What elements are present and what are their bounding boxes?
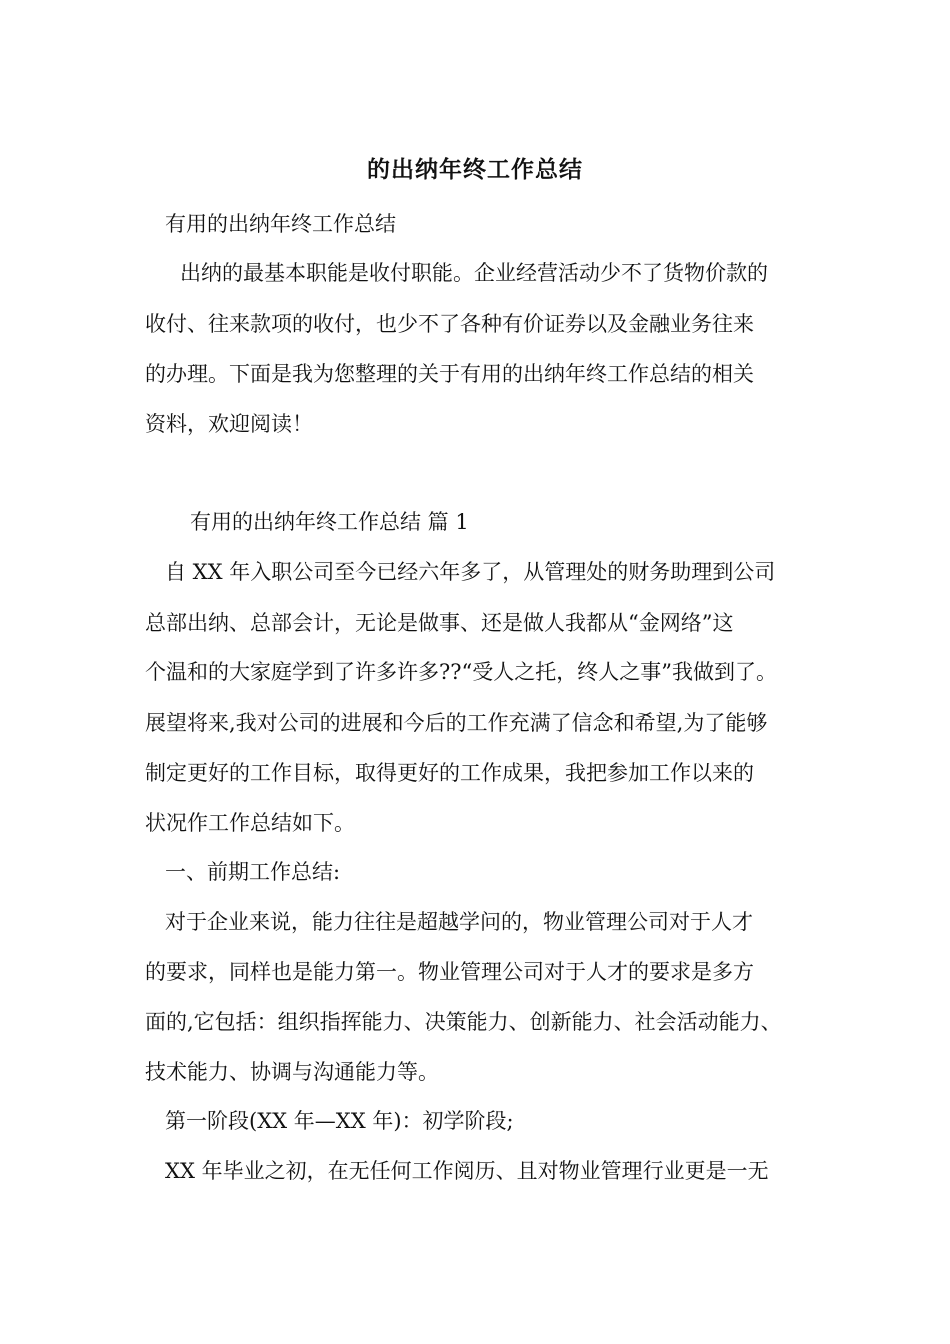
intro-line-3: 的办理。下面是我为您整理的关于有用的出纳年终工作总结的相关	[145, 362, 754, 386]
stage-heading: 第一阶段(XX 年—XX 年)：初学阶段;	[165, 1109, 514, 1133]
body-line-11: XX 年毕业之初，在无任何工作阅历、且对物业管理行业更是一无	[165, 1159, 769, 1183]
section-heading: 有用的出纳年终工作总结 篇 1	[190, 510, 469, 534]
body-line-5: 制定更好的工作目标，取得更好的工作成果，我把参加工作以来的	[145, 761, 754, 785]
subtitle-line: 有用的出纳年终工作总结	[165, 212, 396, 236]
body-line-3: 个温和的大家庭学到了许多许多??“受人之托，终人之事”我做到了。	[145, 660, 777, 684]
subheading-1: 一、前期工作总结:	[165, 860, 341, 884]
body-line-2: 总部出纳、总部会计，无论是做事、还是做人我都从“金网络”这	[145, 611, 734, 635]
body-line-9: 面的,它包括：组织指挥能力、决策能力、创新能力、社会活动能力、	[145, 1010, 782, 1034]
body-line-4: 展望将来,我对公司的进展和今后的工作充满了信念和希望,为了能够	[145, 711, 768, 735]
intro-line-2: 收付、往来款项的收付，也少不了各种有价证券以及金融业务往来	[145, 312, 754, 336]
body-line-8: 的要求，同样也是能力第一。物业管理公司对于人才的要求是多方	[145, 960, 754, 984]
intro-line-1: 出纳的最基本职能是收付职能。企业经营活动少不了货物价款的	[180, 261, 768, 285]
intro-line-4: 资料，欢迎阅读！	[145, 412, 313, 436]
body-line-1: 自 XX 年入职公司至今已经六年多了，从管理处的财务助理到公司	[165, 560, 776, 584]
body-line-10: 技术能力、协调与沟通能力等。	[145, 1060, 439, 1084]
body-line-6: 状况作工作总结如下。	[145, 811, 355, 835]
body-line-7: 对于企业来说，能力往往是超越学问的，物业管理公司对于人才	[165, 910, 753, 934]
document-title: 的出纳年终工作总结	[367, 156, 583, 183]
